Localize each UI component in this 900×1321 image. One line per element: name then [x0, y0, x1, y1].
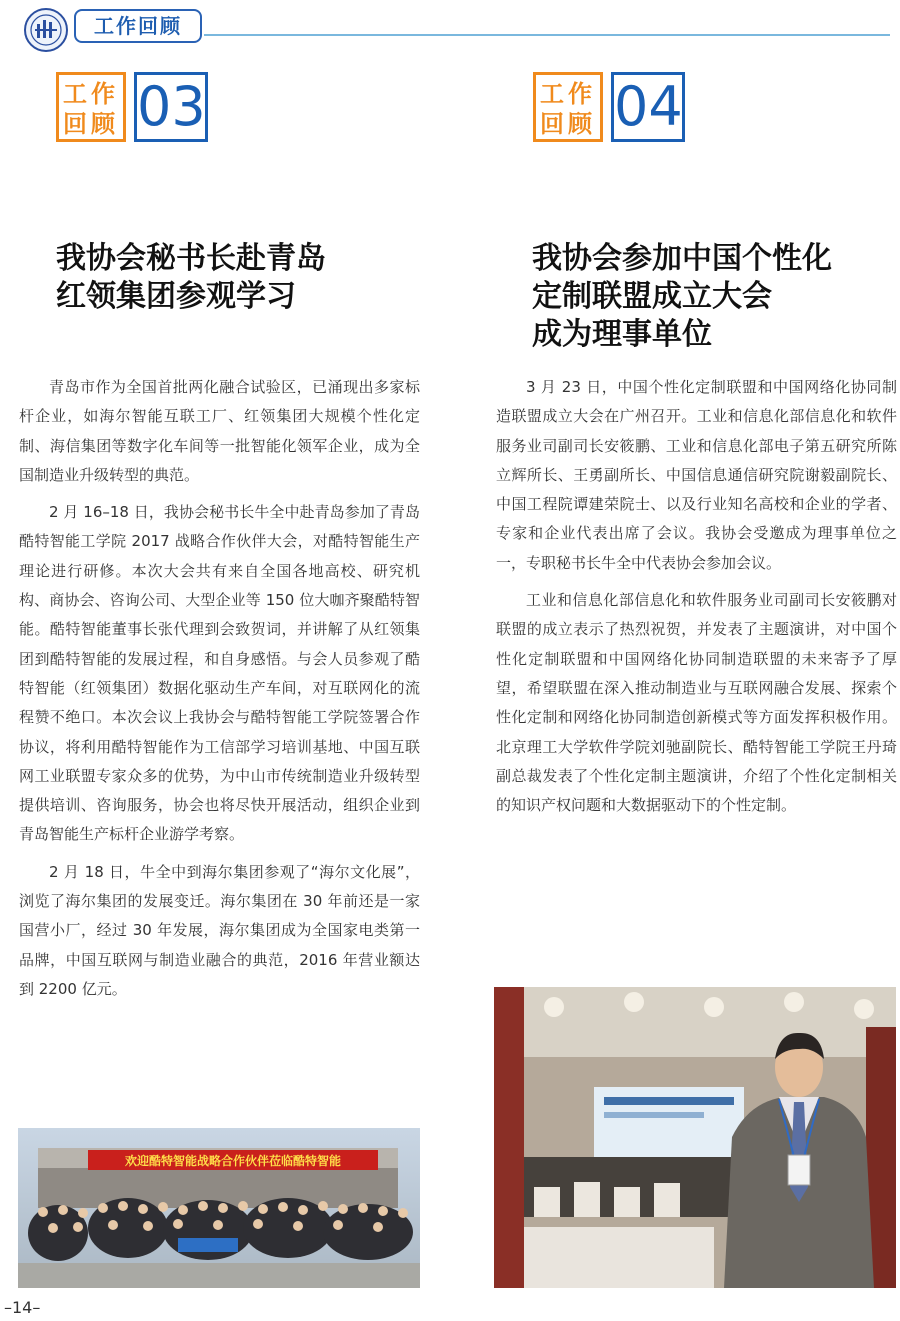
paragraph: 2 月 16–18 日，我协会秘书长牛全中赴青岛参加了青岛酷特智能工学院 2017 战略合作伙伴大会，对酷特智能生产理论进行研修。本次大会共有来自全国各地高校、研究机构、商协会、咨询公司、大型企业等 150 位大咖齐聚酷特智能。酷特智能董事长张代理到会致贺词，并讲解了从红领集团到酷特智能的发展过程，和自身感悟。与会人员参观了酷特智能（红领集团）数据化驱动生产车间，对互联网化的流程赞不绝口。本次会议上我协会与酷特智能工学院签署合作协议，将利用酷特智能作为工信部学习培训基地、中国互联网工业联盟专家众多的优势，为中山市传统制造业升级转型提供培训、咨询服务，协会也将尽快开展活动，组织企业到青岛智能生产标杆企业游学考察。 [19, 503, 420, 844]
association-logo [24, 8, 68, 52]
badge-number: 03 [134, 72, 208, 142]
paragraph: 2 月 18 日，牛全中到海尔集团参观了“海尔文化展”，浏览了海尔集团的发展变迁。海尔集团在 30 年前还是一家国营小厂，经过 30 年发展，海尔集团成为全国家电类第一品牌，中国互联网与制造业融合的典范，2016 年营业额达到 2200 亿元。 [19, 862, 420, 998]
badge-label: 工作 回顾 [56, 72, 126, 142]
logo-icon [26, 10, 66, 50]
paragraph: 青岛市作为全国首批两化融合试验区，已涌现出多家标杆企业，如海尔智能互联工厂、红领集团大规模个性化定制、海信集团等数字化车间等一批智能化领军企业，成为全国制造业升级转型的典范。 [19, 378, 420, 484]
article-04-badge [533, 72, 687, 144]
photo-banner-text: 欢迎酷特智能战略合作伙伴莅临酷特智能 [124, 1154, 342, 1168]
badge-label: 工作 回顾 [533, 72, 603, 142]
article-04-body [496, 373, 897, 828]
header-divider [204, 34, 890, 36]
article-03-body [19, 373, 420, 1012]
paragraph: 工业和信息化部信息化和软件服务业司副司长安筱鹏对联盟的成立表示了热烈祝贺，并发表了主题演讲，对中国个性化定制联盟和中国网络化协同制造联盟的未来寄予了厚望，希望联盟在深入推动制造业与互联网融合发展、探索个性化定制和网络化协同制造创新模式等方面发挥积极作用。北京理工大学软件学院刘驰副院长、酷特智能工学院王丹琦副总裁发表了个性化定制主题演讲，介绍了个性化定制相关的知识产权问题和大数据驱动下的个性定制。 [496, 591, 897, 815]
page-number: –14– [4, 1298, 41, 1317]
section-tag: 工作回顾 [74, 9, 202, 43]
group-photo [18, 1128, 420, 1288]
article-03-badge [56, 72, 210, 144]
article-03-title: 我协会秘书长赴青岛 红领集团参观学习 [56, 241, 326, 314]
badge-number: 04 [611, 72, 685, 142]
conference-photo [494, 987, 896, 1288]
article-04-title: 我协会参加中国个性化 定制联盟成立大会 成为理事单位 [532, 241, 832, 352]
paragraph: 3 月 23 日，中国个性化定制联盟和中国网络化协同制造联盟成立大会在广州召开。工业和信息化部信息化和软件服务业司副司长安筱鹏、工业和信息化部电子第五研究所陈立辉所长、王勇副所长、中国信息通信研究院谢毅副院长、中国工程院谭建荣院士、以及行业知名高校和企业的学者、专家和企业代表出席了会议。我协会受邀成为理事单位之一，专职秘书长牛全中代表协会参加会议。 [496, 378, 897, 572]
